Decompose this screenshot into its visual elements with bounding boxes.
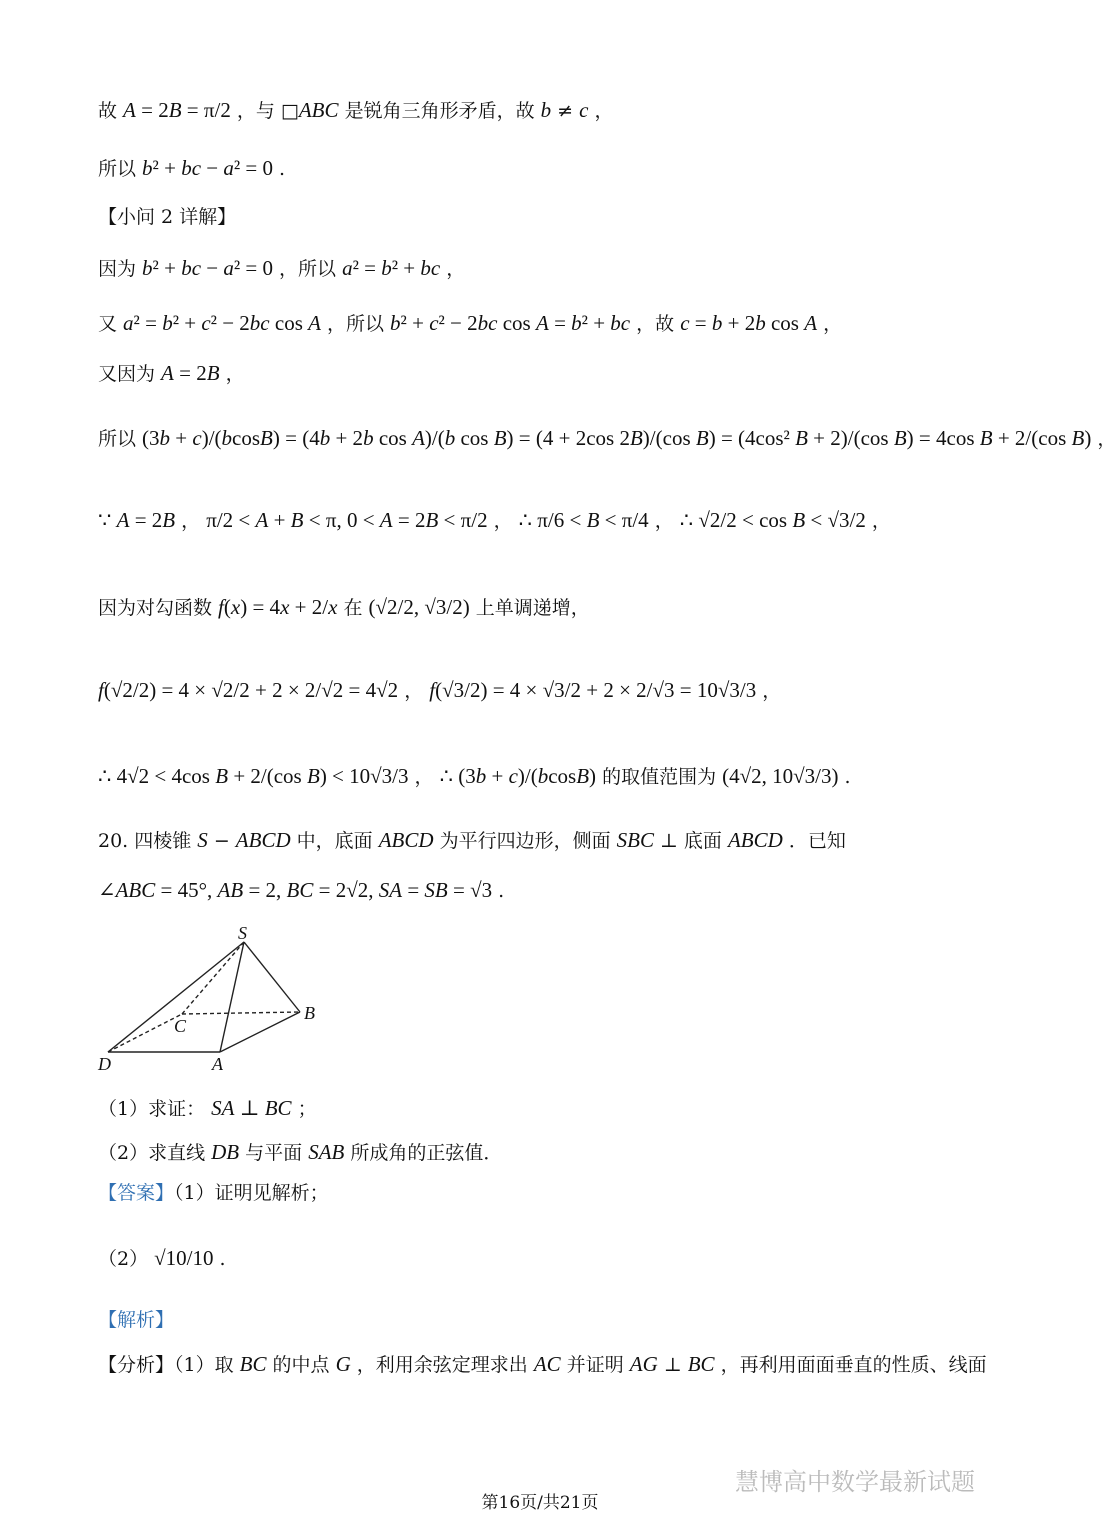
sub-question: （2）求直线 DB 与平面 SAB 所成角的正弦值．: [98, 1140, 503, 1164]
text-line: 所以 (3b + c)/(bcosB) = (4b + 2b cos A)/(b cos B) = (4 + 2cos 2B)/(cos B) = (4cos² B + 2)/(cos B) = 4cos B + 2/(cos B) ，: [98, 426, 1116, 450]
label-s: S: [238, 923, 247, 943]
edge-ab: [220, 1012, 300, 1052]
analysis-heading: 【解析】: [98, 1309, 175, 1331]
section-heading: 【小问 2 详解】: [98, 206, 237, 228]
label-b: B: [304, 1003, 315, 1023]
edge-cb: [182, 1012, 300, 1014]
text-line: ∴ 4√2 < 4cos B + 2/(cos B) < 10√3/3 ， ∴ (3b + c)/(bcosB) 的取值范围为 (4√2, 10√3/3) .: [98, 764, 851, 788]
text-line: 又 a² = b² + c² − 2bc cos A ，所以 b² + c² − 2bc cos A = b² + bc ，故 c = b + 2b cos A ，: [98, 311, 843, 335]
watermark: 慧博高中数学最新试题: [735, 1468, 975, 1496]
page-footer: 第16页/共21页: [481, 1493, 599, 1513]
problem-statement: 20. 四棱锥 S − ABCD 中，底面 ABCD 为平行四边形，侧面 SBC ⊥ 底面 ABCD ．已知: [98, 828, 846, 852]
edge-dc: [108, 1014, 182, 1052]
label-c: C: [174, 1016, 187, 1036]
sub-question: （1）求证： SA ⊥ BC ；: [98, 1096, 317, 1120]
text-line: 因为 b² + bc − a² = 0 ，所以 a² = b² + bc ，: [98, 256, 466, 280]
pyramid-figure: [96, 923, 336, 1078]
edge-sb: [244, 942, 300, 1012]
text-line: f(√2/2) = 4 × √2/2 + 2 × 2/√2 = 4√2 ， f(√3/2) = 4 × √3/2 + 2 × 2/√3 = 10√3/3 ，: [98, 678, 782, 702]
analysis-line: 【分析】（1）取 BC 的中点 G ，利用余弦定理求出 AC 并证明 AG ⊥ BC ，再利用面面垂直的性质、线面: [98, 1352, 987, 1376]
answer-line: （2） √10/10 .: [98, 1246, 226, 1270]
label-d: D: [98, 1054, 111, 1074]
text-line: 又因为 A = 2B ，: [98, 361, 245, 385]
answer-line: 【答案】（1）证明见解析；: [98, 1182, 329, 1204]
text-line: 所以 b² + bc − a² = 0 .: [98, 156, 286, 180]
problem-statement: ∠ABC = 45°, AB = 2, BC = 2√2, SA = SB = √3 .: [98, 878, 505, 902]
text-line: ∵ A = 2B ， π/2 < A + B < π, 0 < A = 2B < π/2 ， ∴ π/6 < B < π/4 ， ∴ √2/2 < cos B < √3/2 ，: [98, 508, 891, 532]
text-line: 因为对勾函数 f(x) = 4x + 2/x 在 (√2/2, √3/2) 上单调递增，: [98, 595, 590, 619]
label-a: A: [212, 1054, 223, 1074]
text-line: 故 A = 2B = π/2 ，与 □ABC 是锐角三角形矛盾，故 b ≠ c ，: [98, 98, 614, 122]
edge-sc: [182, 942, 244, 1014]
